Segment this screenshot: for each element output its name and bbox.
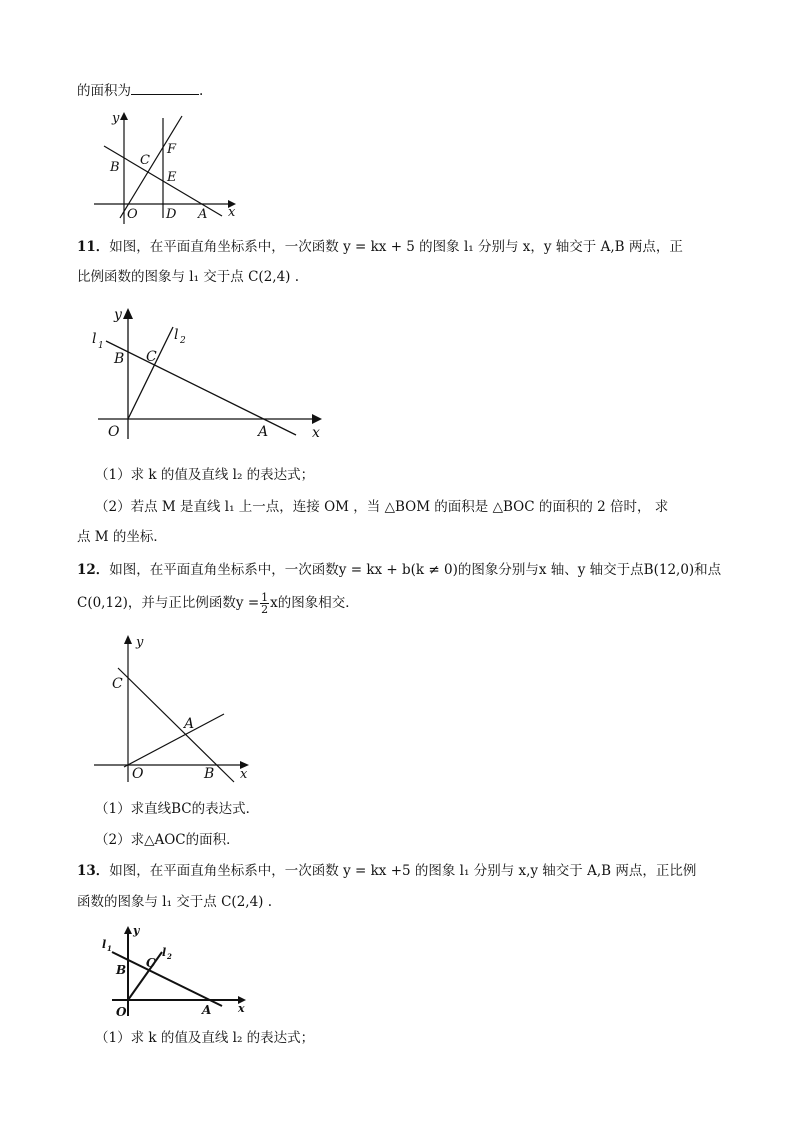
line-l2 <box>128 952 162 1000</box>
label-a: A <box>184 716 195 732</box>
q11-sub2-line2: 点 M 的坐标． <box>77 529 167 545</box>
label-a: A <box>258 424 269 440</box>
label-l2-sub: 2 <box>167 952 172 961</box>
label-d: D <box>166 207 177 222</box>
line-oa <box>124 714 224 767</box>
q11-sub2-line1: （2）若点 M 是直线 l₁ 上一点，连接 OM ，当 △BOM 的面积是 △BOC 的面积的 2 倍时， 求 <box>95 499 669 515</box>
label-a: A <box>202 1003 212 1017</box>
q13-number: 13． <box>77 863 110 879</box>
q12-line1 <box>77 561 721 579</box>
label-b: B <box>110 160 120 175</box>
q11-number: 11． <box>77 239 110 255</box>
label-c: C <box>146 349 157 365</box>
q11-figure <box>88 305 328 445</box>
label-x: x <box>312 425 320 441</box>
q13-text-line1: 如图，在平面直角坐标系中，一次函数 y = kx +5 的图象 l₁ 分别与 x,y 轴交于 A,B 两点，正比例 <box>109 863 697 879</box>
q13-line2: 函数的图象与 l₁ 交于点 C(2,4) . <box>77 894 273 910</box>
y-axis-arrow <box>124 635 132 644</box>
label-b: B <box>204 766 215 782</box>
label-l1-sub: 1 <box>98 341 104 351</box>
label-c: C <box>112 676 123 692</box>
label-y: y <box>133 924 140 937</box>
q10-tail-text: 的面积为 <box>77 83 131 99</box>
label-l2: l <box>174 327 179 343</box>
y-axis-arrow <box>123 308 133 319</box>
label-b: B <box>114 351 125 367</box>
q12-sub1: （1）求直线BC的表达式． <box>95 801 260 817</box>
label-y: y <box>112 111 120 126</box>
label-l2-sub: 2 <box>180 336 186 346</box>
q12-sub2: （2）求△AOC的面积． <box>95 832 240 848</box>
label-c: C <box>140 153 150 168</box>
y-axis-arrow <box>124 926 132 934</box>
q10-tail-end: . <box>199 83 204 99</box>
q10-figure <box>90 108 250 226</box>
q10-tail-line <box>77 82 203 100</box>
fraction-one-half <box>260 592 269 615</box>
label-a: A <box>198 207 208 222</box>
y-axis-arrow <box>120 112 128 120</box>
q11-line2: 比例函数的图象与 l₁ 交于点 C(2,4) . <box>77 269 300 285</box>
label-l1: l <box>92 331 97 347</box>
q13-sub1: （1）求 k 的值及直线 l₂ 的表达式； <box>95 1030 315 1046</box>
q12-text-line1: 如图，在平面直角坐标系中，一次函数y = kx + b(k ≠ 0)的图象分别与x 轴、y 轴交于点B(12,0)和点 <box>109 562 722 578</box>
line-l1 <box>106 341 296 435</box>
label-o: O <box>108 424 120 440</box>
line-of <box>120 116 182 218</box>
q13-figure <box>98 924 250 1018</box>
q12-number: 12． <box>77 562 110 578</box>
label-e: E <box>167 170 177 185</box>
label-c: C <box>146 956 156 970</box>
fraction-numerator: 1 <box>261 591 269 604</box>
q12-text-line2b: x的图象相交． <box>270 595 359 611</box>
label-b: B <box>116 963 127 977</box>
fraction-denominator: 2 <box>261 603 269 616</box>
label-f: F <box>167 142 177 157</box>
q12-line2 <box>77 592 359 615</box>
q11-text-line1: 如图，在平面直角坐标系中，一次函数 y = kx + 5 的图象 l₁ 分别与 x，y 轴交于 A,B 两点，正 <box>109 239 683 255</box>
line-l2 <box>128 327 173 419</box>
label-o: O <box>132 766 144 782</box>
label-l1: l <box>102 938 107 951</box>
label-x: x <box>240 767 248 782</box>
label-y: y <box>136 635 144 650</box>
answer-blank <box>131 82 199 95</box>
q11-line1 <box>77 238 683 256</box>
label-x: x <box>228 205 236 220</box>
q13-line1 <box>77 862 696 880</box>
q12-figure <box>92 632 262 784</box>
label-l2: l <box>162 946 167 959</box>
label-y: y <box>114 307 122 323</box>
label-x: x <box>238 1002 245 1015</box>
label-o: O <box>127 207 138 222</box>
x-axis-arrow <box>312 414 322 424</box>
label-o: O <box>116 1005 127 1019</box>
label-l1-sub: 1 <box>107 944 112 953</box>
q11-sub1: （1）求 k 的值及直线 l₂ 的表达式； <box>95 467 315 483</box>
q12-text-line2a: C(0,12)，并与正比例函数y = <box>77 595 260 611</box>
